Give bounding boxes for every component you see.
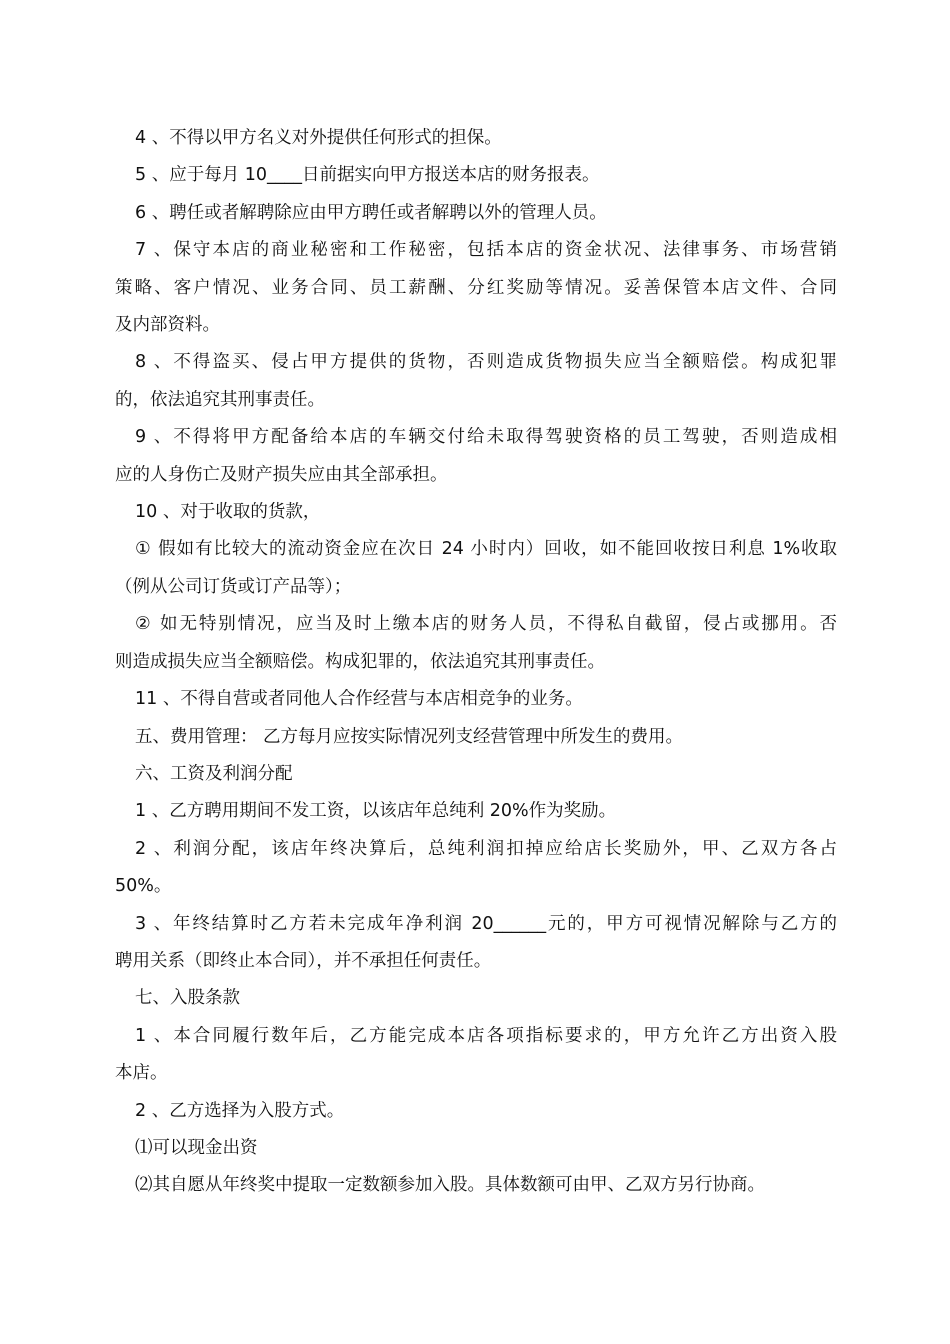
paragraph-line: 50%。 [115, 876, 172, 897]
paragraph-line: 7 、保守本店的商业秘密和工作秘密，包括本店的资金状况、法律事务、市场营销 [135, 240, 837, 261]
paragraph-line: 策略、客户情况、业务合同、员工薪酬、分红奖励等情况。妥善保管本店文件、合同 [115, 277, 837, 298]
paragraph-line: ② 如无特别情况，应当及时上缴本店的财务人员，不得私自截留，侵占或挪用。否 [135, 614, 837, 635]
paragraph-line: ⑴可以现金出资 [135, 1137, 258, 1158]
paragraph-line: 本店。 [115, 1063, 168, 1084]
paragraph-line: 六、工资及利润分配 [135, 763, 293, 784]
paragraph-line: ⑵其自愿从年终奖中提取一定数额参加入股。具体数额可由甲、乙双方另行协商。 [135, 1175, 765, 1196]
paragraph-line: 4 、不得以甲方名义对外提供任何形式的担保。 [135, 128, 502, 148]
paragraph-line: 9 、不得将甲方配备给本店的车辆交付给未取得驾驶资格的员工驾驶，否则造成相 [135, 427, 837, 448]
paragraph-line: 3 、年终结算时乙方若未完成年净利润 20______元的，甲方可视情况解除与乙方的 [135, 913, 837, 934]
paragraph-line: 五、费用管理： 乙方每月应按实际情况列支经营管理中所发生的费用。 [135, 726, 684, 747]
paragraph-line: ① 假如有比较大的流动资金应在次日 24 小时内）回收，如不能回收按日利息 1%收取 [135, 539, 837, 560]
paragraph-line: 2 、利润分配，该店年终决算后，总纯利润扣掉应给店长奖励外，甲、乙双方各占 [135, 838, 837, 859]
paragraph-line: 10 、对于收取的货款， [135, 502, 321, 523]
paragraph-line: 2 、乙方选择为入股方式。 [135, 1100, 345, 1121]
paragraph-line: 8 、不得盗买、侵占甲方提供的货物，否则造成货物损失应当全额赔偿。构成犯罪 [135, 352, 837, 373]
paragraph-line: 1 、乙方聘用期间不发工资，以该店年总纯利 20%作为奖励。 [135, 801, 617, 822]
paragraph-line: 应的人身伤亡及财产损失应由其全部承担。 [115, 464, 448, 485]
paragraph-line: 11 、不得自营或者同他人合作经营与本店相竞争的业务。 [135, 689, 583, 710]
paragraph-line: 5 、应于每月 10____日前据实向甲方报送本店的财务报表。 [135, 165, 600, 186]
paragraph-line: 及内部资料。 [115, 315, 220, 336]
paragraph-line: 七、入股条款 [135, 988, 240, 1009]
paragraph-line: 聘用关系（即终止本合同），并不承担任何责任。 [115, 950, 492, 971]
paragraph-line: 1 、本合同履行数年后，乙方能完成本店各项指标要求的，甲方允许乙方出资入股 [135, 1025, 837, 1046]
paragraph-line: （例从公司订货或订产品等）； [115, 576, 352, 597]
paragraph-line: 的，依法追究其刑事责任。 [115, 389, 325, 410]
paragraph-line: 6 、聘任或者解聘除应由甲方聘任或者解聘以外的管理人员。 [135, 202, 607, 223]
document-body [115, 120, 837, 1205]
paragraph-line: 则造成损失应当全额赔偿。构成犯罪的，依法追究其刑事责任。 [115, 651, 605, 672]
